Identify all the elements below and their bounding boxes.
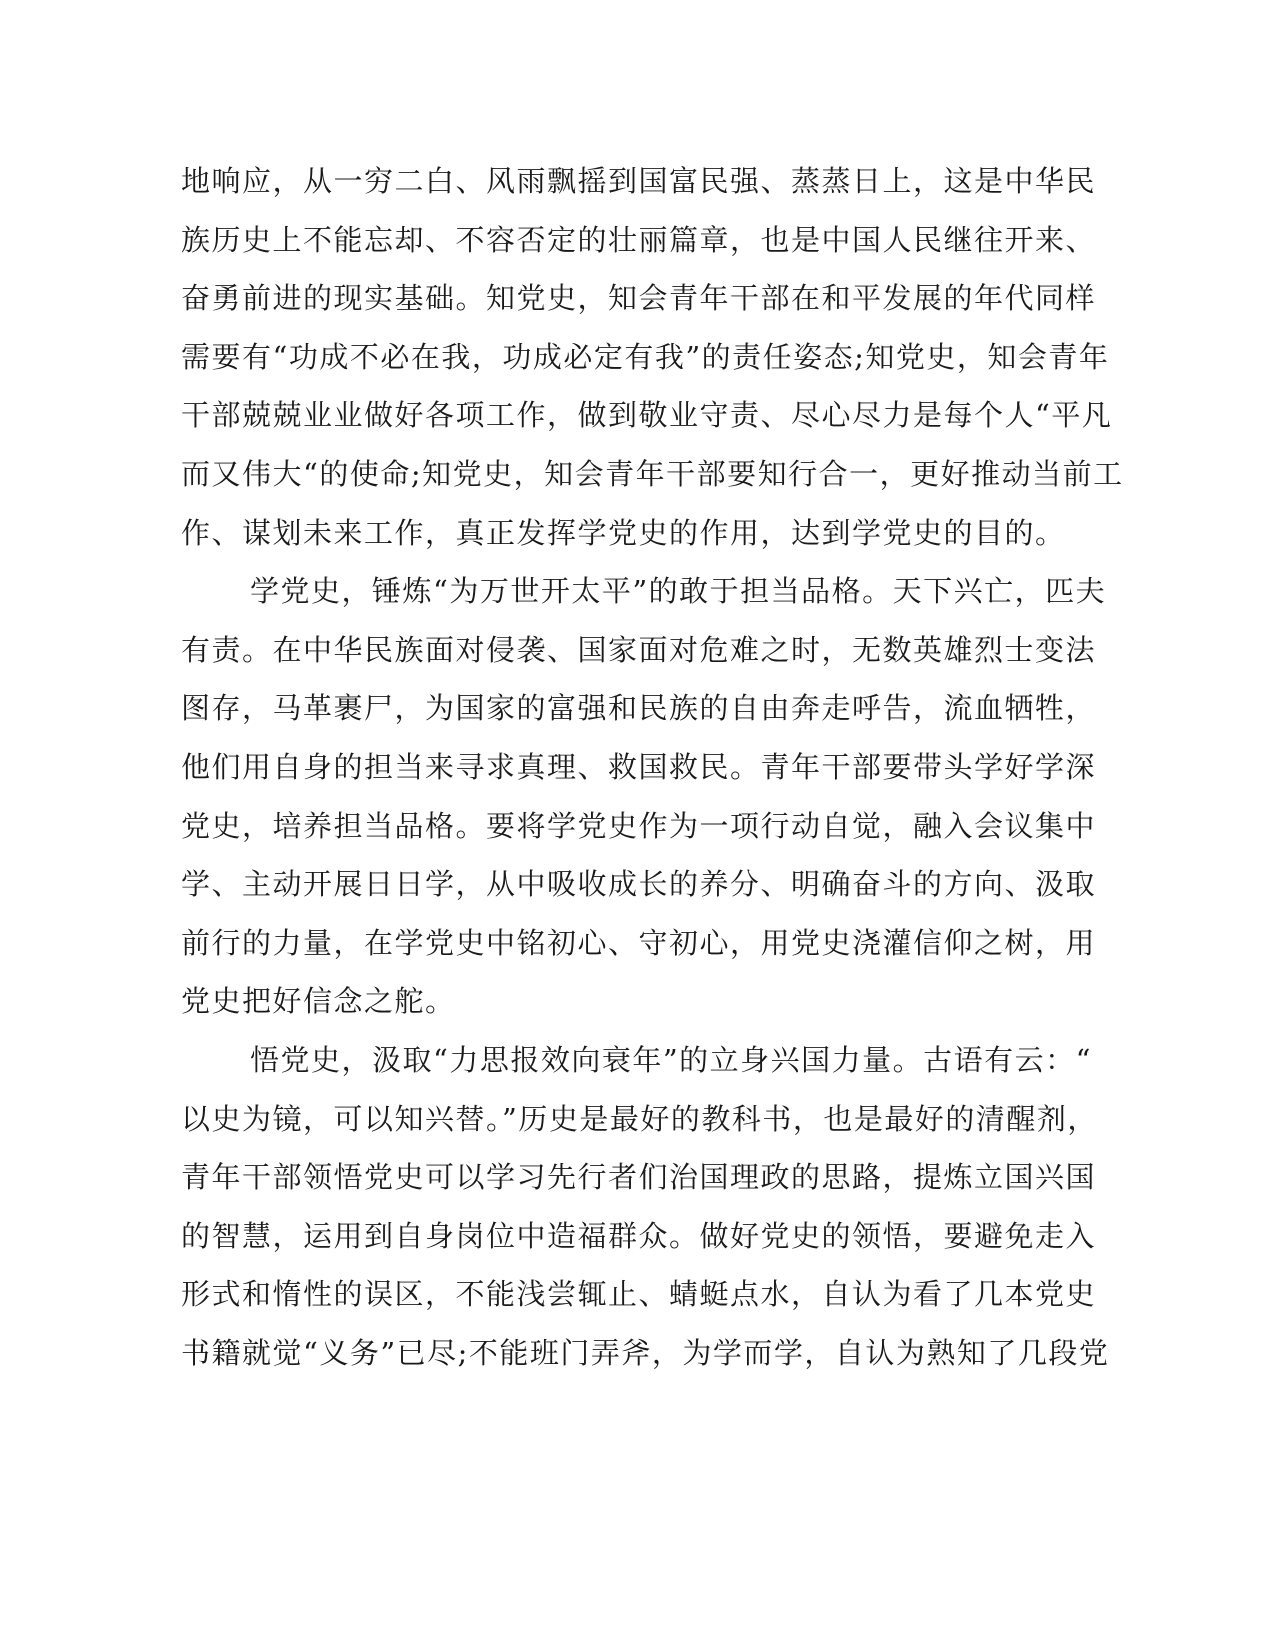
- text-line: 作、谋划未来工作，真正发挥学党史的作用，达到学党史的目的。: [181, 515, 1066, 550]
- text-line: 需要有“功成不必在我，功成必定有我”的责任姿态;知党史，知会青年: [181, 339, 1110, 374]
- text-line: 图存，马革裹尸，为国家的富强和民族的自由奔走呼告，流血牺牲，: [181, 691, 1097, 726]
- text-line: 前行的力量，在学党史中铭初心、守初心，用党史浇灌信仰之树，用: [181, 925, 1097, 960]
- paragraph-first-line: 悟党史，汲取“力思报效向衰年”的立身兴国力量。古语有云：“: [250, 1042, 1092, 1077]
- text-line: 党史把好信念之舵。: [181, 984, 456, 1019]
- text-line: 书籍就觉“义务”已尽;不能班门弄斧，为学而学，自认为熟知了几段党: [181, 1335, 1110, 1370]
- text-line: 干部兢兢业业做好各项工作，做到敬业守责、尽心尽力是每个人“平凡: [181, 398, 1113, 433]
- text-line: 青年干部领悟党史可以学习先行者们治国理政的思路，提炼立国兴国: [181, 1160, 1097, 1195]
- text-line: 他们用自身的担当来寻求真理、救国救民。青年干部要带头学好学深: [181, 749, 1097, 784]
- text-line: 而又伟大“的使命;知党史，知会青年干部要知行合一，更好推动当前工: [181, 456, 1124, 491]
- text-line: 的智慧，运用到自身岗位中造福群众。做好党史的领悟，要避免走入: [181, 1218, 1097, 1253]
- text-line: 奋勇前进的现实基础。知党史，知会青年干部在和平发展的年代同样: [181, 281, 1097, 316]
- text-line: 族历史上不能忘却、不容否定的壮丽篇章，也是中国人民继往开来、: [181, 222, 1097, 257]
- text-line: 形式和惰性的误区，不能浅尝辄止、蜻蜓点水，自认为看了几本党史: [181, 1277, 1097, 1312]
- text-line: 地响应，从一穷二白、风雨飘摇到国富民强、蒸蒸日上，这是中华民: [181, 164, 1097, 198]
- text-line: 有责。在中华民族面对侵袭、国家面对危难之时，无数英雄烈士变法: [181, 632, 1097, 667]
- paragraph-first-line: 学党史，锤炼“为万世开太平”的敢于担当品格。天下兴亡，匹夫: [250, 574, 1107, 609]
- text-line: 党史，培养担当品格。要将学党史作为一项行动自觉，融入会议集中: [181, 808, 1097, 843]
- body-text: [181, 158, 1124, 1388]
- text-line: 学、主动开展日日学，从中吸收成长的养分、明确奋斗的方向、汲取: [181, 867, 1097, 902]
- text-line: 以史为镜，可以知兴替。”历史是最好的教科书，也是最好的清醒剂，: [181, 1101, 1098, 1136]
